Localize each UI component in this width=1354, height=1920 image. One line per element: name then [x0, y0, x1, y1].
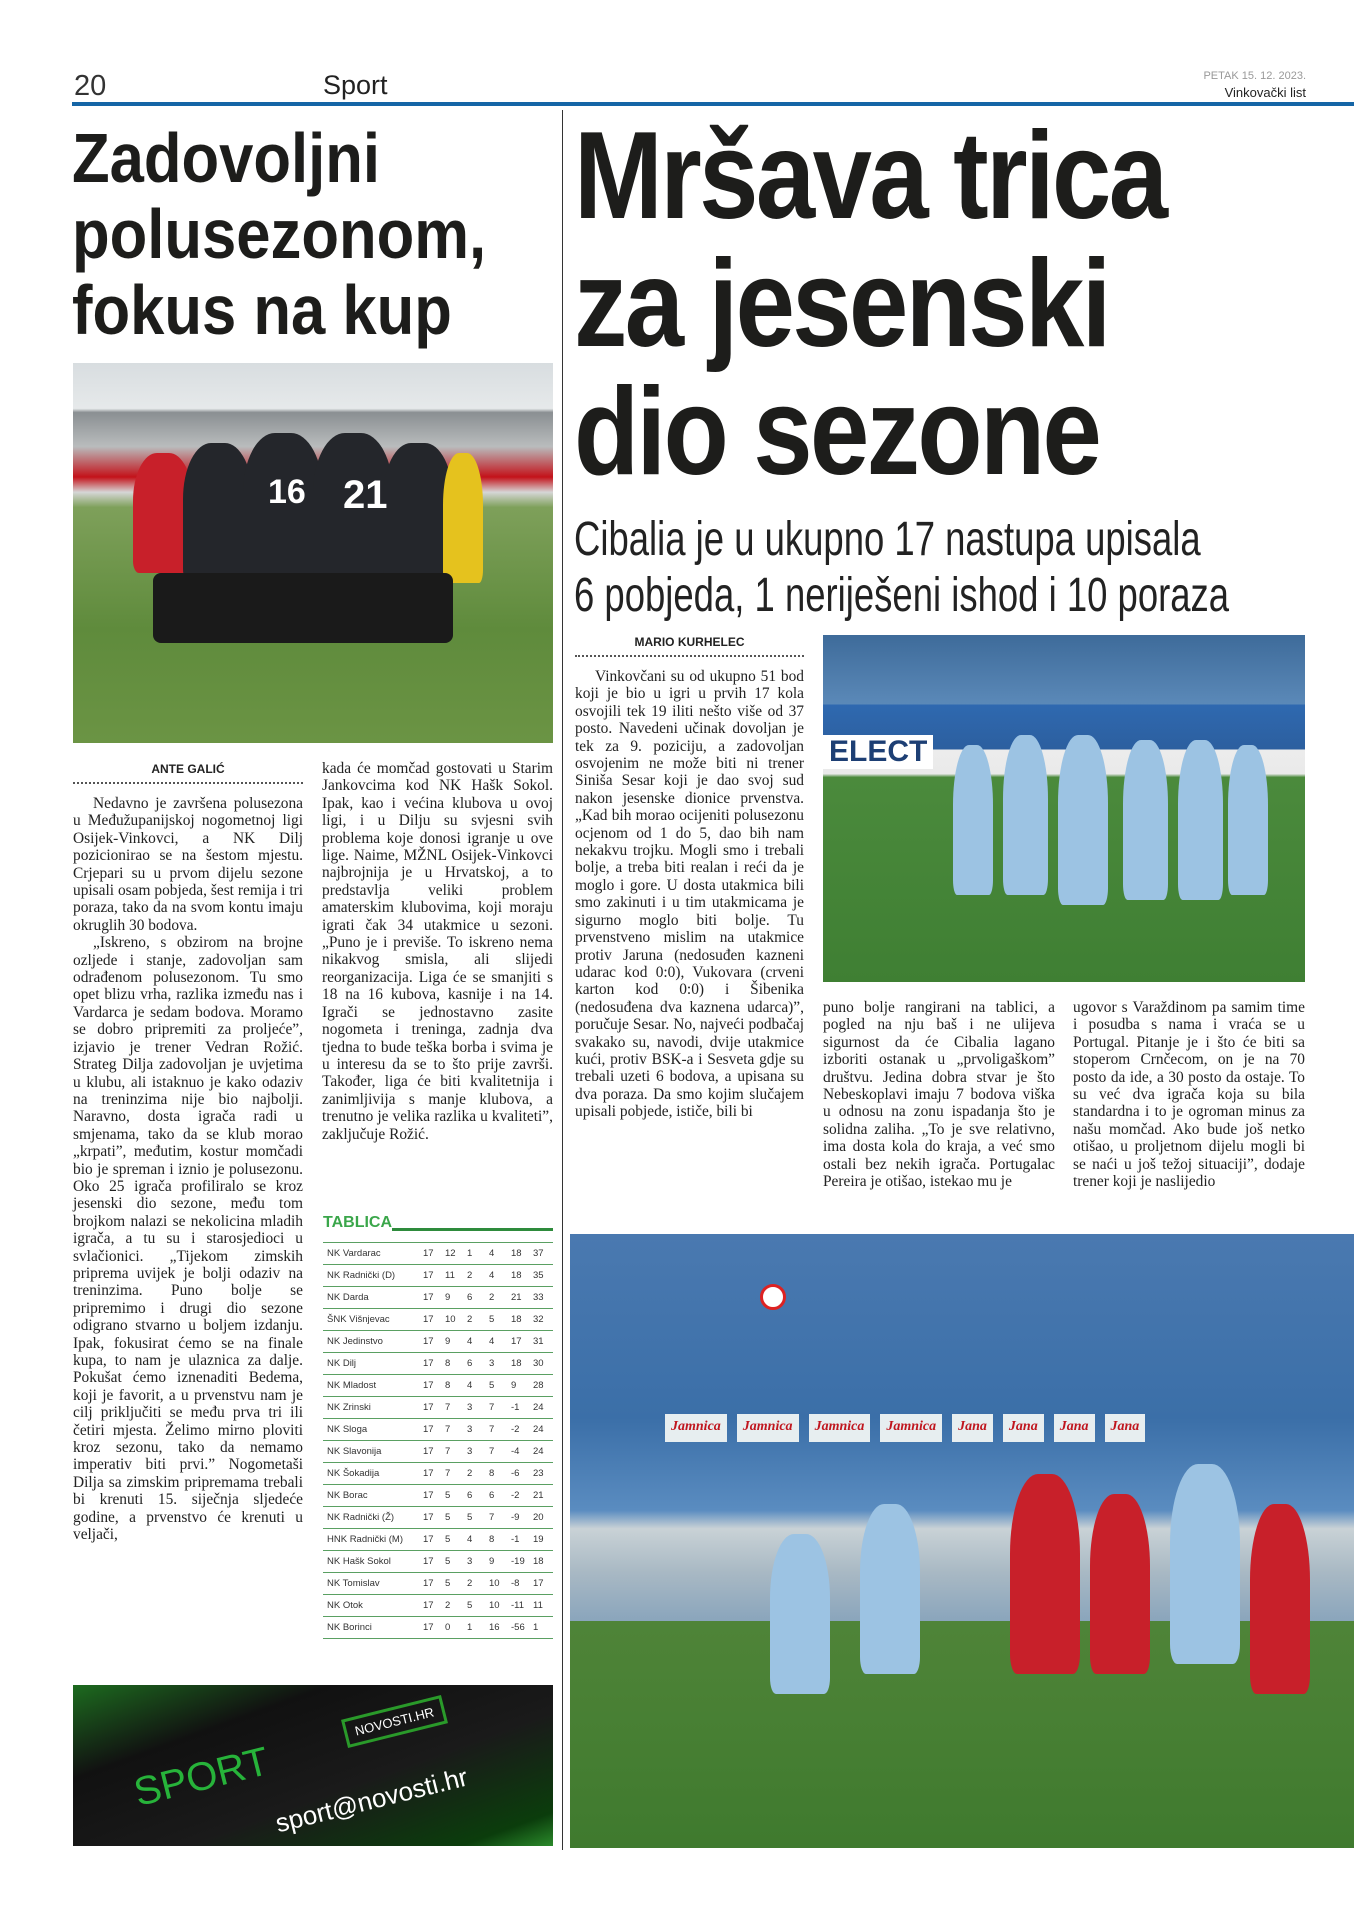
section-title: Sport: [323, 70, 388, 100]
team-name: NK Sloga: [323, 1419, 421, 1441]
stat-cell: 24: [531, 1441, 553, 1463]
stat-cell: 17: [509, 1331, 531, 1353]
main-headline: [574, 107, 1334, 501]
stat-cell: 3: [487, 1353, 509, 1375]
headline-line: fokus na kup: [72, 271, 452, 349]
match-action-photo: [570, 1234, 1354, 1848]
team-name: NK Darda: [323, 1287, 421, 1309]
ad-email[interactable]: sport@novosti.hr: [272, 1761, 471, 1839]
stat-cell: 6: [465, 1287, 487, 1309]
article-column: [575, 668, 804, 1121]
stat-cell: 16: [487, 1617, 509, 1639]
team-name: NK Radnički (Ž): [323, 1507, 421, 1529]
team-name: NK Tomislav: [323, 1573, 421, 1595]
stat-cell: -8: [509, 1573, 531, 1595]
article-column: [1073, 999, 1305, 1190]
issue-date: PETAK 15. 12. 2023.: [1203, 70, 1306, 82]
stat-cell: 17: [421, 1243, 443, 1265]
stat-cell: 2: [465, 1309, 487, 1331]
paragraph: kada će momčad gostovati u Starim Jankovcima kod NK Hašk Sokol. Ipak, kao i većina klubova u ovoj ligi, i u Dilju su svjesni svih problema koje donosi igranje u ove lige. Naime, MŽNL Osijek-Vinkovci najbrojnija je u Hrvatskoj, a to predstavlja veliki problem amaterskim klubovima, koji moraju igrati čak 34 utakmice u sezoni. „Puno je i previše. To iskreno nema nikakvog smisla, ali slijedi reorganizacija. Liga će se smanjiti s 18 na 16 kubova, kasnije i na 14. Igrači se jednostavno zasite nogometa i treninga, zadnja dva tjedna to bude teška borba i svima je u interesu da se to što prije završi. Također, liga će biti kvalitetnija i zanimljivija s manje klubova, a trenutno je velika razlika u kvaliteti”, zaključuje Rožić.: [322, 760, 553, 1143]
stat-cell: -11: [509, 1595, 531, 1617]
stadium-ad-board: Jamnica: [737, 1414, 799, 1442]
stat-cell: 9: [443, 1287, 465, 1309]
stadium-ads: [665, 1414, 1305, 1442]
stat-cell: -56: [509, 1617, 531, 1639]
stat-cell: 17: [421, 1529, 443, 1551]
headline-line: Zadovoljni: [72, 119, 380, 197]
stat-cell: 2: [465, 1463, 487, 1485]
stat-cell: -6: [509, 1463, 531, 1485]
table-row: [323, 1463, 553, 1485]
stat-cell: 17: [421, 1573, 443, 1595]
stat-cell: 37: [531, 1243, 553, 1265]
stat-cell: 1: [465, 1617, 487, 1639]
stat-cell: 11: [531, 1595, 553, 1617]
stat-cell: 2: [443, 1595, 465, 1617]
team-name: NK Šokadija: [323, 1463, 421, 1485]
stat-cell: 5: [487, 1375, 509, 1397]
stat-cell: 4: [465, 1529, 487, 1551]
stat-cell: 18: [509, 1265, 531, 1287]
stat-cell: -19: [509, 1551, 531, 1573]
stat-cell: 17: [421, 1441, 443, 1463]
byline: ANTE GALIĆ: [151, 762, 225, 776]
stat-cell: -1: [509, 1397, 531, 1419]
stat-cell: 5: [443, 1573, 465, 1595]
stat-cell: 7: [443, 1419, 465, 1441]
stat-cell: 17: [421, 1309, 443, 1331]
stat-cell: 2: [465, 1573, 487, 1595]
dotted-rule: [575, 655, 804, 657]
stat-cell: 4: [465, 1375, 487, 1397]
table-row: [323, 1595, 553, 1617]
stat-cell: 4: [487, 1243, 509, 1265]
subheadline: [574, 512, 1334, 624]
stat-cell: 8: [487, 1529, 509, 1551]
stat-cell: 6: [465, 1353, 487, 1375]
stat-cell: 10: [487, 1595, 509, 1617]
stadium-ad-board: Jana: [1105, 1414, 1146, 1442]
stat-cell: 33: [531, 1287, 553, 1309]
dotted-rule: [73, 782, 303, 784]
table-row: [323, 1573, 553, 1595]
stat-cell: 17: [421, 1507, 443, 1529]
ball: [760, 1284, 786, 1310]
header-rule: [72, 102, 1354, 106]
stat-cell: 7: [487, 1397, 509, 1419]
table-row: [323, 1441, 553, 1463]
stat-cell: 1: [531, 1617, 553, 1639]
cibalia-players-photo: [823, 635, 1305, 982]
stat-cell: 7: [487, 1507, 509, 1529]
stat-cell: 8: [487, 1463, 509, 1485]
jersey-number: 21: [343, 473, 388, 517]
team-name: NK Mladost: [323, 1375, 421, 1397]
stat-cell: 8: [443, 1353, 465, 1375]
stat-cell: 32: [531, 1309, 553, 1331]
stat-cell: 5: [465, 1507, 487, 1529]
stat-cell: 2: [465, 1265, 487, 1287]
table-row: [323, 1397, 553, 1419]
stat-cell: 17: [421, 1397, 443, 1419]
banner-text: ELECT: [823, 735, 933, 769]
stat-cell: -2: [509, 1485, 531, 1507]
paragraph: „Iskreno, s obzirom na brojne ozljede i stanje, zadovoljan sam odrađenom polusezonom. Tu smo opet blizu vrha, razlika između nas i Vardarca je sedam bodova. Moramo se dobro pripremiti za proljeće”, izjavio je trener Vedran Rožić. Strateg Dilja zadovoljan je uvjetima u klubu, ali istaknuo je kako odaziv na treninzima nije bio najbolji. Naravno, dosta igrača radi u smjenama, tako da se klub morao „krpati”, međutim, kostur momčadi bio je spreman i iznio je polusezonu. Oko 25 igrača profiliralo se kroz jesenski dio sezone, među tom brojkom nalazi se nekolicina mladih igrača, a tu su i starosjedioci u svlačionici. „Tijekom zimskih priprema uvijek je bolji odaziv na treninzima. Puno bolje se pripremimo i drugi dio sezone odigrano stvarno u boljem izdanju. Ipak, fokusirat ćemo se na finale kupa, to nam je ulaznica za dalje. Pokušat ćemo iznenaditi Bedema, koji je favorit, a u prvenstvu nam je cilj priključiti se među prva tri ili četiri mjesta. Želimo mirno ploviti kroz sezonu, tako da nemamo imperativ biti prvi.” Nogometaši Dilja sa zimskim pripremama trebali bi krenuti 15. siječnja sljedeće godine, a prvenstvo će krenuti u veljači,: [73, 934, 303, 1544]
stat-cell: 6: [465, 1485, 487, 1507]
stat-cell: 23: [531, 1463, 553, 1485]
stat-cell: 3: [465, 1441, 487, 1463]
stat-cell: 2: [487, 1287, 509, 1309]
paragraph: Vinkovčani su od ukupno 51 bod koji je bio u igri u prvih 17 kola osvojili tek 19 iliti nešto više od 37 posto. Navedeni učinak dovoljan je tek za 9. poziciju, a zadovoljan osvojenim ne može biti ni trener Siniša Sesar koji je dao svoj sud nakon jesenske dionice prvenstva. „Kad bih morao ocijeniti polusezonu ocjenom od 1 do 5, dao bih nam nekakvu trojku. Mogli smo i trebali bolje, a treba biti realan i reći da je moglo i gore. U dosta utakmica bili smo zakinuti i u tim utakmicama je sigurno moglo biti bolje. Tu prvenstveno mislim na utakmice protiv Jaruna (nedosuđen kazneni udarac kod 0:0), Vukovara (crveni karton kod 0:0) i Šibenika (nedosuđena dva kaznena udarca)”, poručuje Sesar. No, najveći podbačaj svakako su, navodi, dvije utakmice kući, protiv BSK-a i Sesveta gdje su trebali uzeti 6 bodova, a upisana su dva poraza. Da smo kojim slučajem upisali pobjede, ističe, bili bi: [575, 668, 804, 1121]
stat-cell: 17: [421, 1617, 443, 1639]
stat-cell: 17: [421, 1595, 443, 1617]
table-title-rule: [392, 1228, 553, 1231]
table-row: [323, 1529, 553, 1551]
stat-cell: 1: [465, 1243, 487, 1265]
stat-cell: 7: [443, 1441, 465, 1463]
stat-cell: 5: [443, 1507, 465, 1529]
table-row: [323, 1617, 553, 1639]
team-name: NK Borac: [323, 1485, 421, 1507]
stat-cell: 3: [465, 1551, 487, 1573]
page-number: 20: [74, 70, 107, 102]
stat-cell: 5: [443, 1551, 465, 1573]
stat-cell: 10: [443, 1309, 465, 1331]
stat-cell: 4: [465, 1331, 487, 1353]
stat-cell: 7: [443, 1397, 465, 1419]
stat-cell: 17: [421, 1463, 443, 1485]
stat-cell: -2: [509, 1419, 531, 1441]
stat-cell: 7: [487, 1441, 509, 1463]
stat-cell: 3: [465, 1419, 487, 1441]
stat-cell: 20: [531, 1507, 553, 1529]
paragraph: Nedavno je završena polusezona u Međužupanijskoj nogometnoj ligi Osijek-Vinkovci, a NK Dilj pozicionirao se na šestom mjestu. Crjepari su u prvom dijelu sezone upisali osam pobjeda, šest remija i tri poraza, tako da na svom kontu imaju okruglih 30 bodova.: [73, 795, 303, 934]
stat-cell: 17: [421, 1551, 443, 1573]
stadium-ad-board: Jamnica: [809, 1414, 871, 1442]
stat-cell: 4: [487, 1331, 509, 1353]
stat-cell: 17: [421, 1419, 443, 1441]
stat-cell: 0: [443, 1617, 465, 1639]
stat-cell: 18: [531, 1551, 553, 1573]
ad-badge: NOVOSTI.HR: [341, 1695, 448, 1748]
left-headline: [72, 120, 572, 348]
column-divider: [562, 110, 563, 1850]
table-row: [323, 1287, 553, 1309]
stat-cell: 17: [421, 1287, 443, 1309]
stadium-ad-board: Jana: [952, 1414, 993, 1442]
stat-cell: 21: [531, 1485, 553, 1507]
stat-cell: 28: [531, 1375, 553, 1397]
stadium-ad-board: Jamnica: [665, 1414, 727, 1442]
stat-cell: 30: [531, 1353, 553, 1375]
stat-cell: 5: [443, 1485, 465, 1507]
stat-cell: 9: [487, 1551, 509, 1573]
stat-cell: -1: [509, 1529, 531, 1551]
team-name: ŠNK Višnjevac: [323, 1309, 421, 1331]
team-name: NK Dilj: [323, 1353, 421, 1375]
stat-cell: 5: [443, 1529, 465, 1551]
headline-line: dio sezone: [574, 363, 1100, 501]
stat-cell: 9: [443, 1331, 465, 1353]
stat-cell: 17: [531, 1573, 553, 1595]
stat-cell: 7: [487, 1419, 509, 1441]
table-row: [323, 1309, 553, 1331]
stat-cell: 17: [421, 1485, 443, 1507]
table-row: [323, 1419, 553, 1441]
jersey-number: 16: [268, 473, 306, 511]
stat-cell: 4: [487, 1265, 509, 1287]
stat-cell: 6: [487, 1485, 509, 1507]
table-row: [323, 1331, 553, 1353]
team-name: NK Hašk Sokol: [323, 1551, 421, 1573]
stat-cell: 10: [487, 1573, 509, 1595]
stat-cell: 7: [443, 1463, 465, 1485]
stat-cell: 12: [443, 1243, 465, 1265]
stat-cell: 5: [487, 1309, 509, 1331]
stat-cell: 18: [509, 1243, 531, 1265]
article-column: [823, 999, 1055, 1190]
standings-table: [323, 1242, 553, 1639]
stat-cell: 9: [509, 1375, 531, 1397]
stat-cell: 19: [531, 1529, 553, 1551]
team-name: NK Otok: [323, 1595, 421, 1617]
stadium-ad-board: Jana: [1054, 1414, 1095, 1442]
byline: MARIO KURHELEC: [634, 635, 745, 649]
stadium-ad-board: Jamnica: [880, 1414, 942, 1442]
team-name: NK Borinci: [323, 1617, 421, 1639]
table-title: TABLICA: [323, 1214, 393, 1231]
stat-cell: 8: [443, 1375, 465, 1397]
table-row: [323, 1507, 553, 1529]
sport-email-ad[interactable]: [73, 1685, 553, 1846]
stat-cell: 31: [531, 1331, 553, 1353]
table-row: [323, 1485, 553, 1507]
stat-cell: 35: [531, 1265, 553, 1287]
table-row: [323, 1375, 553, 1397]
article-column: [73, 795, 303, 1543]
subheadline-line: Cibalia je u ukupno 17 nastupa upisala: [574, 513, 1201, 566]
stat-cell: 3: [465, 1397, 487, 1419]
stat-cell: 24: [531, 1397, 553, 1419]
table-row: [323, 1551, 553, 1573]
stat-cell: -9: [509, 1507, 531, 1529]
paragraph: ugovor s Varaždinom pa samim time i posudba s nama i vraća se u Portugal. Pitanje je i što će biti sa stoperom Crnčecom, on je na 70 posto da ide, a 30 posto da ostaje. To su već dva igrača koja su bila standardna i to je ogroman minus za našu momčad. Ako bude još netko otišao, u proljetnom dijelu mogli bi se naći u još težoj situaciji”, dodaje trener koji je naslijedio: [1073, 999, 1305, 1191]
article-column: [322, 760, 553, 1143]
stat-cell: 18: [509, 1353, 531, 1375]
stadium-ad-board: Jana: [1003, 1414, 1044, 1442]
stat-cell: -4: [509, 1441, 531, 1463]
table-row: [323, 1353, 553, 1375]
team-name: NK Zrinski: [323, 1397, 421, 1419]
table-row: [323, 1243, 553, 1265]
subheadline-line: 6 pobjeda, 1 neriješeni ishod i 10 poraza: [574, 569, 1230, 622]
stat-cell: 18: [509, 1309, 531, 1331]
stat-cell: 5: [465, 1595, 487, 1617]
stat-cell: 24: [531, 1419, 553, 1441]
table-row: [323, 1265, 553, 1287]
stat-cell: 21: [509, 1287, 531, 1309]
team-name: HNK Radnički (M): [323, 1529, 421, 1551]
team-name: NK Vardarac: [323, 1243, 421, 1265]
stat-cell: 17: [421, 1331, 443, 1353]
team-name: NK Radnički (D): [323, 1265, 421, 1287]
team-huddle-photo: [73, 363, 553, 743]
team-name: NK Slavonija: [323, 1441, 421, 1463]
headline-line: za jesenski: [574, 235, 1109, 373]
paragraph: puno bolje rangirani na tablici, a pogled na nju baš i ne ulijeva sigurnost da će Cibalia lagano izboriti ostanak u „prvoligaškom” društvu. Jedina dobra stvar je što Nebeskoplavi imaju 7 bodova viška u odnosu na zonu ispadanja što je solidna zaliha. „To je sve relativno, ima dosta kola do kraja, a već smo ostali bez nekih igrača. Portugalac Pereira je otišao, istekao mu je: [823, 999, 1055, 1191]
team-name: NK Jedinstvo: [323, 1331, 421, 1353]
stat-cell: 17: [421, 1265, 443, 1287]
publication-name: Vinkovački list: [1224, 85, 1306, 100]
headline-line: polusezonom,: [72, 195, 487, 273]
headline-line: Mršava trica: [574, 107, 1166, 245]
stat-cell: 11: [443, 1265, 465, 1287]
stat-cell: 17: [421, 1375, 443, 1397]
stat-cell: 17: [421, 1353, 443, 1375]
ad-brand: SPORT: [129, 1739, 274, 1815]
